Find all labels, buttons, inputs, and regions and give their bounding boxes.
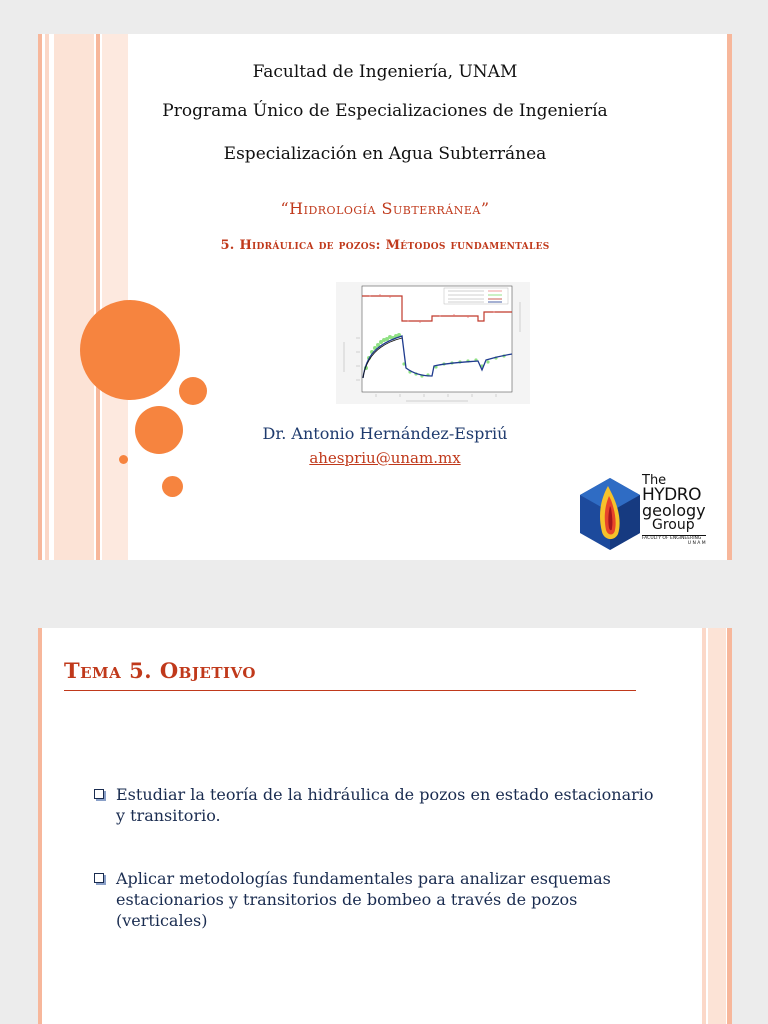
drawdown-figure (336, 282, 530, 404)
logo-text-hydro: HYDRO (642, 485, 701, 505)
hydrogeology-group-logo (578, 474, 732, 554)
course-title: “Hidrología Subterránea” (280, 199, 490, 218)
checkbox-bullet-icon (94, 873, 104, 883)
logo-text-the: The (642, 473, 667, 488)
logo-text-group: Group (652, 517, 695, 533)
objective-bullet (94, 784, 654, 826)
objective-bullet-text: Aplicar metodologías fundamentales para analizar esquemas estacionarios y transitorios de bombeo a través de pozos (verticales) (116, 869, 611, 930)
decorative-stripe (708, 628, 726, 1024)
title-slide (38, 34, 732, 560)
decorative-circle (162, 476, 183, 497)
objective-bullet-text: Estudiar la teoría de la hidráulica de pozos en estado estacionario y transitorio. (116, 785, 654, 825)
checkbox-bullet-icon (94, 789, 104, 799)
author-name: Dr. Antonio Hernández-Espriú (262, 424, 508, 443)
logo-text-geology: geology (642, 501, 706, 520)
objective-bullet (94, 868, 654, 931)
decorative-stripe (38, 628, 42, 1024)
decorative-circle (80, 300, 180, 400)
faculty-name: Facultad de Ingeniería, UNAM (252, 62, 518, 82)
logo-text-unam: U N A M (687, 540, 706, 546)
hydrogeology-logo-icon (578, 476, 642, 552)
decorative-stripe (727, 628, 732, 1024)
decorative-stripe (702, 628, 706, 1024)
title-underline (64, 690, 636, 691)
logo-text-faculty: FACULTY OF ENGINEERING (642, 535, 706, 542)
specialization-name: Especialización en Agua Subterránea (223, 144, 547, 164)
program-name: Programa Único de Especializaciones de Ingeniería (162, 101, 608, 121)
decorative-circle (179, 377, 207, 405)
objective-slide (38, 628, 732, 1024)
topic-title: 5. Hidráulica de pozos: Métodos fundamentales (220, 238, 550, 253)
author-email-link[interactable]: ahespriu@unam.mx (309, 449, 461, 467)
slide-title: Tema 5. Objetivo (64, 658, 256, 683)
